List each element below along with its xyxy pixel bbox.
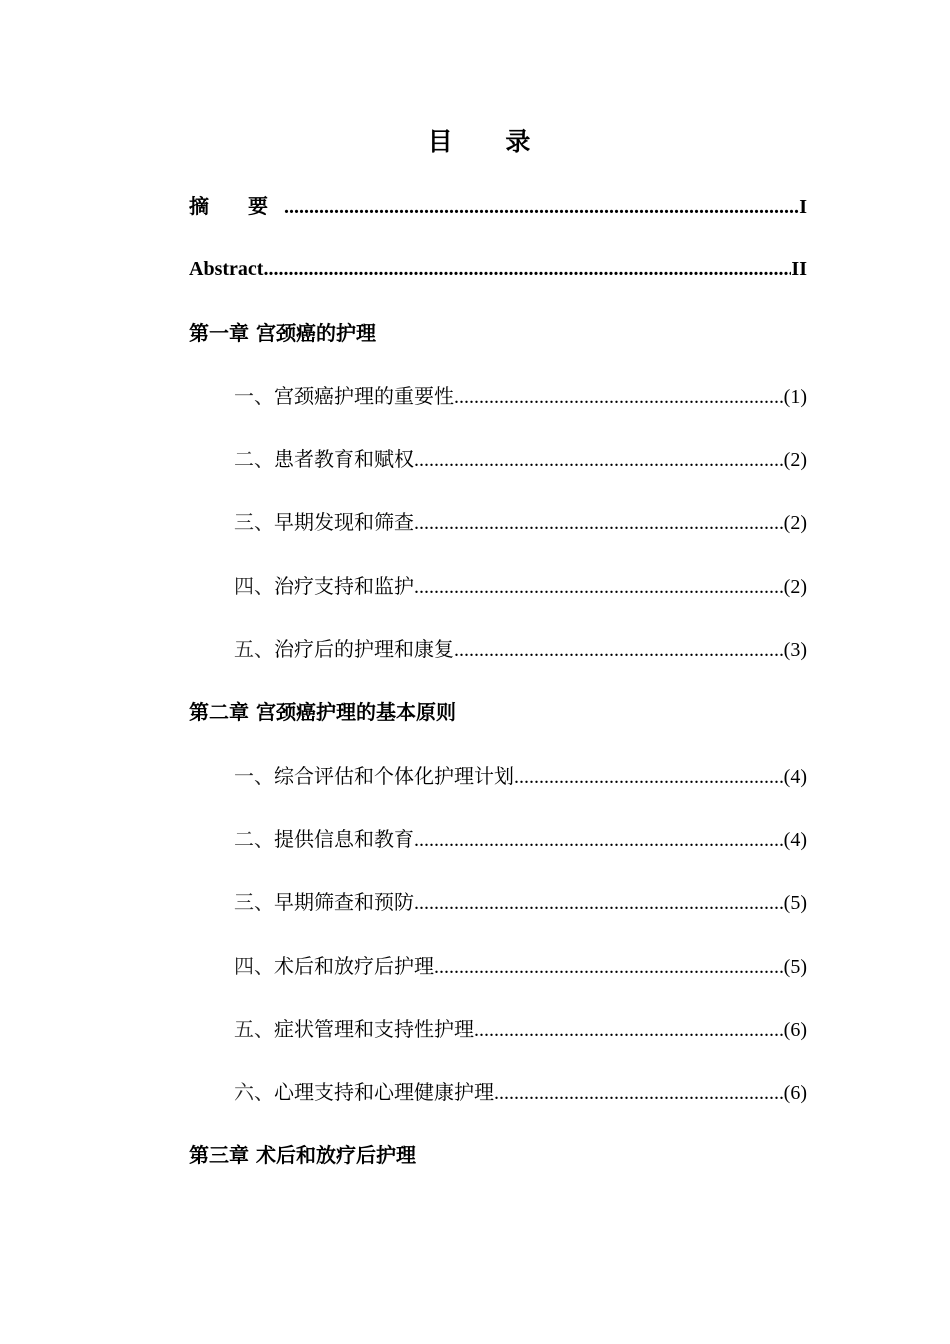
toc-entry-page: (6) [783, 1018, 807, 1041]
toc-leader-dots [494, 1075, 784, 1111]
toc-entry-label: 治疗支持和监护 [274, 573, 414, 598]
toc-entry-label: Abstract [189, 258, 264, 281]
toc-entry-number: 三、 [234, 510, 274, 535]
toc-entry-abstract-en[interactable] [189, 251, 807, 314]
toc-entry-page: (1) [783, 385, 807, 408]
toc-chapter-label: 第二章 宫颈癌护理的基本原则 [189, 700, 456, 725]
toc-entry-number: 二、 [234, 447, 274, 472]
toc-entry-number: 四、 [234, 573, 274, 598]
toc-chapter-label: 第三章 术后和放疗后护理 [189, 1143, 416, 1168]
toc-entry-label: 宫颈癌护理的重要性 [274, 383, 454, 408]
toc-entry[interactable] [189, 1011, 807, 1074]
toc-entry-label: 术后和放疗后护理 [274, 953, 434, 978]
toc-leader-dots [414, 505, 784, 541]
toc-entry[interactable] [189, 758, 807, 821]
toc-entry-page: (4) [783, 765, 807, 788]
toc-list [189, 188, 807, 1201]
toc-entry-number: 六、 [234, 1080, 274, 1105]
toc-entry-abstract-cn[interactable] [189, 188, 807, 251]
toc-leader-dots [434, 949, 784, 985]
toc-entry-page: (2) [783, 575, 807, 598]
toc-leader-dots [474, 1012, 784, 1048]
toc-chapter-1[interactable] [189, 315, 807, 378]
toc-entry-page: (5) [783, 892, 807, 915]
toc-entry-number: 一、 [234, 383, 274, 408]
toc-entry-label: 提供信息和教育 [274, 826, 414, 851]
toc-entry-page: (2) [783, 512, 807, 535]
toc-leader-dots [284, 189, 799, 225]
toc-entry-page: (4) [783, 828, 807, 851]
toc-entry-label: 早期发现和筛查 [274, 510, 414, 535]
toc-entry[interactable] [189, 441, 807, 504]
toc-entry-label: 综合评估和个体化护理计划 [274, 763, 514, 788]
toc-entry-label: 心理支持和心理健康护理 [274, 1080, 494, 1105]
toc-title: 目 录 [427, 127, 553, 156]
toc-leader-dots [454, 632, 784, 668]
toc-entry-number: 四、 [234, 953, 274, 978]
toc-entry-number: 二、 [234, 826, 274, 851]
toc-leader-dots [514, 759, 784, 795]
toc-entry-page: (6) [783, 1082, 807, 1105]
toc-entry-number: 五、 [234, 637, 274, 662]
toc-entry-page: (2) [783, 449, 807, 472]
toc-entry[interactable] [189, 1074, 807, 1137]
toc-entry-number: 五、 [234, 1016, 274, 1041]
toc-entry[interactable] [189, 821, 807, 884]
toc-entry-label: 摘 要 [189, 194, 284, 218]
toc-entry-label: 早期筛查和预防 [274, 890, 414, 915]
toc-entry[interactable] [189, 884, 807, 947]
toc-entry-page: (3) [783, 639, 807, 662]
toc-leader-dots [414, 569, 784, 605]
toc-entry-label: 患者教育和赋权 [274, 447, 414, 472]
toc-chapter-3[interactable] [189, 1137, 807, 1200]
toc-entry[interactable] [189, 568, 807, 631]
toc-entry-number: 三、 [234, 890, 274, 915]
toc-leader-dots [414, 442, 784, 478]
toc-entry-number: 一、 [234, 763, 274, 788]
toc-leader-dots [263, 251, 791, 287]
toc-leader-dots [414, 822, 784, 858]
toc-entry-page: (5) [783, 955, 807, 978]
toc-entry[interactable] [189, 631, 807, 694]
toc-entry[interactable] [189, 378, 807, 441]
toc-entry-label: 治疗后的护理和康复 [274, 637, 454, 662]
toc-entry-page: I [799, 196, 807, 218]
toc-entry[interactable] [189, 948, 807, 1011]
toc-chapter-2[interactable] [189, 694, 807, 757]
toc-chapter-label: 第一章 宫颈癌的护理 [189, 320, 376, 345]
toc-entry[interactable] [189, 504, 807, 567]
toc-leader-dots [454, 379, 784, 415]
toc-entry-page: II [791, 258, 807, 281]
toc-leader-dots [414, 885, 784, 921]
toc-entry-label: 症状管理和支持性护理 [274, 1016, 474, 1041]
